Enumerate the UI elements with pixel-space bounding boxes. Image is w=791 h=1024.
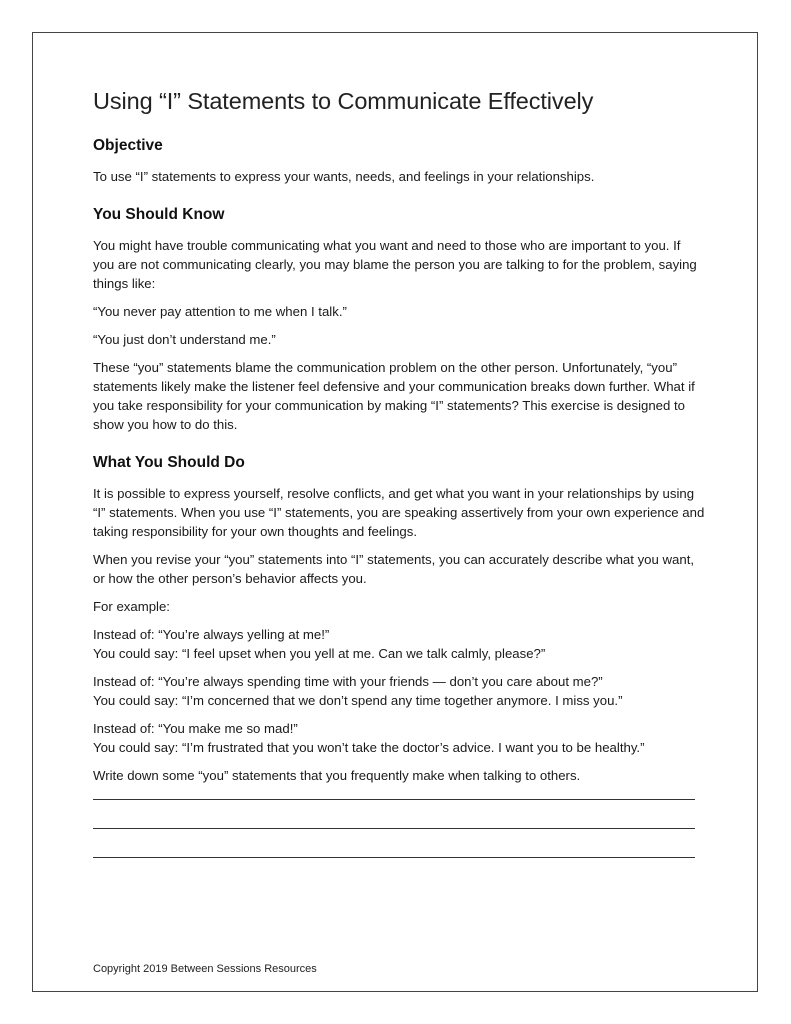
know-paragraph-1: You might have trouble communicating what you want and need to those who are important to you. If you are not communicating clearly, you may blame the person you are talking to for the problem, saying things like: bbox=[93, 238, 697, 291]
example-1-could: You could say: “I feel upset when you yell at me. Can we talk calmly, please?” bbox=[93, 646, 546, 661]
example-3-instead: Instead of: “You make me so mad!” bbox=[93, 721, 298, 736]
know-quote-1: “You never pay attention to me when I talk.” bbox=[93, 304, 347, 319]
example-3 bbox=[93, 719, 705, 757]
example-3-could: You could say: “I’m frustrated that you won’t take the doctor’s advice. I want you to be healthy.” bbox=[93, 740, 645, 755]
example-2 bbox=[93, 672, 705, 710]
objective-section bbox=[93, 137, 705, 186]
know-paragraph-2: These “you” statements blame the communication problem on the other person. Unfortunately, “you” statements likely make the listener feel defensive and your communication breaks down further. What if you take responsibility for your communication by making “I” statements? This exercise is designed to show you how to do this. bbox=[93, 360, 695, 432]
example-label: For example: bbox=[93, 599, 170, 614]
todo-paragraph-1: It is possible to express yourself, resolve conflicts, and get what you want in your relationships by using “I” statements. When you use “I” statements, you are speaking assertively from your own experience and taking responsibility for your own thoughts and feelings. bbox=[93, 486, 705, 539]
objective-heading: Objective bbox=[93, 137, 163, 154]
know-quote-2: “You just don’t understand me.” bbox=[93, 332, 276, 347]
writing-prompt: Write down some “you” statements that you frequently make when talking to others. bbox=[93, 768, 581, 783]
example-2-instead: Instead of: “You’re always spending time with your friends — don’t you care about me?” bbox=[93, 674, 603, 689]
what-you-should-do-section bbox=[93, 454, 705, 858]
page-title: Using “I” Statements to Communicate Effectively bbox=[93, 88, 594, 114]
todo-paragraph-2: When you revise your “you” statements into “I” statements, you can accurately describe what you want, or how the other person’s behavior affects you. bbox=[93, 552, 695, 586]
example-1 bbox=[93, 625, 705, 663]
example-2-could: You could say: “I’m concerned that we don’t spend any time together anymore. I miss you.” bbox=[93, 693, 623, 708]
answer-line-2[interactable] bbox=[93, 828, 695, 829]
example-1-instead: Instead of: “You’re always yelling at me!” bbox=[93, 627, 330, 642]
you-should-know-heading: You Should Know bbox=[93, 206, 225, 223]
what-you-should-do-heading: What You Should Do bbox=[93, 454, 245, 471]
answer-line-1[interactable] bbox=[93, 799, 695, 800]
copyright-footer: Copyright 2019 Between Sessions Resources bbox=[93, 963, 317, 975]
answer-line-3[interactable] bbox=[93, 857, 695, 858]
objective-text: To use “I” statements to express your wants, needs, and feelings in your relationships. bbox=[93, 169, 595, 184]
answer-lines[interactable] bbox=[93, 799, 705, 858]
worksheet-content bbox=[93, 88, 705, 886]
you-should-know-section bbox=[93, 206, 705, 434]
